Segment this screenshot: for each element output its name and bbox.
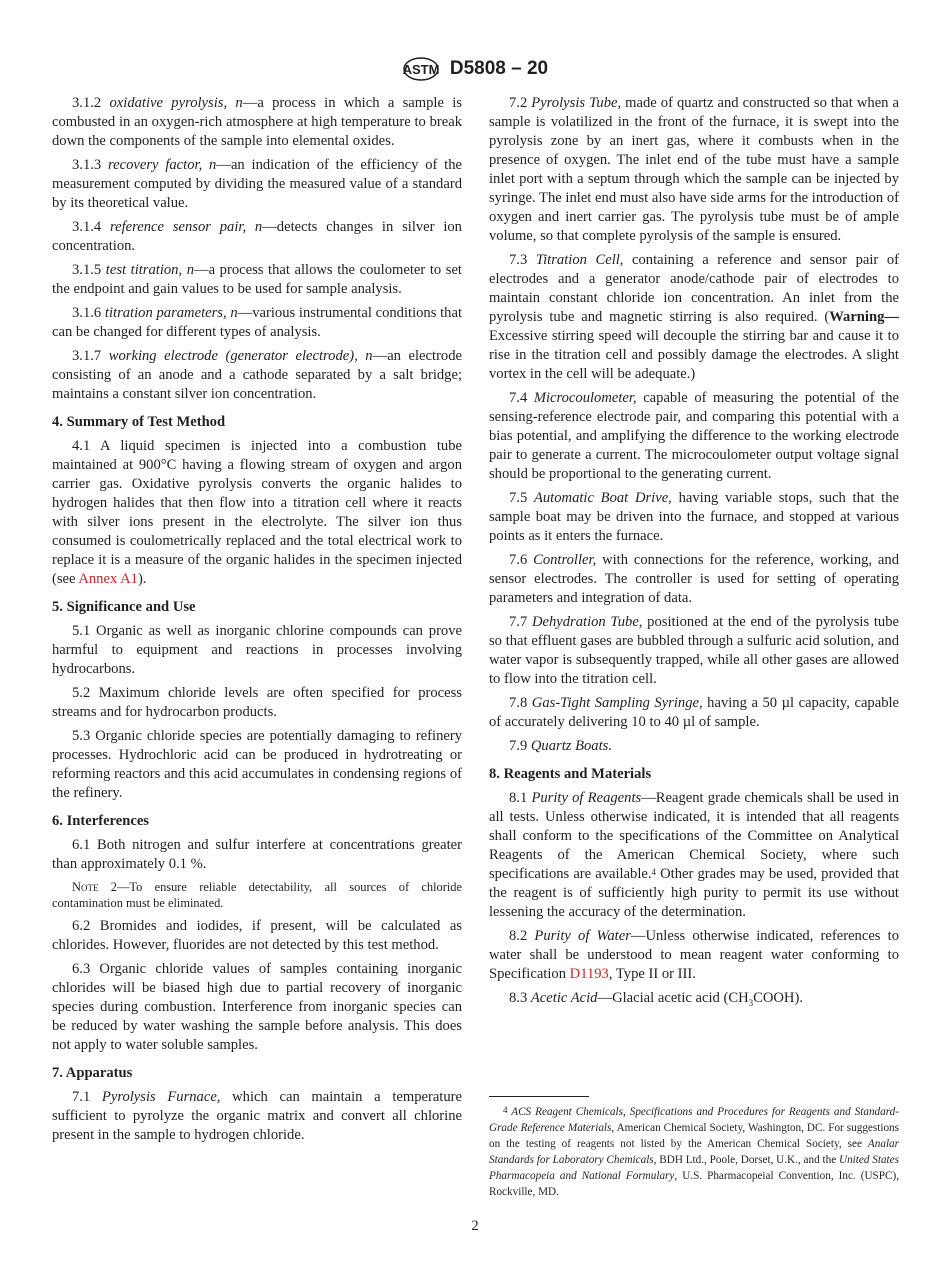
text-run: 5.1 Organic as well as inorganic chlorine compounds can prove harmful to equipment and reactions in processes involving hydrocarbons.: [52, 623, 462, 677]
text-run: 6.2 Bromides and iodides, if present, will be calculated as chlorides. However, fluorides are not detected by this test method.: [52, 918, 462, 953]
text-run: having a 50 µl capacity, capable of accurately delivering 10 to 40 µl of sample.: [489, 695, 900, 730]
text-run: 3.1.5: [72, 262, 106, 278]
paragraph: [489, 389, 899, 484]
right-column: [489, 94, 899, 1018]
text-run: —Glacial acetic acid (CH: [597, 990, 749, 1006]
text-run: COOH).: [753, 990, 803, 1006]
text-run: 6.3 Organic chloride values of samples containing inorganic chlorides will be biased high due to partial recovery of inorganic species during combustion. Interference from inorganic species can be reduced by water washing the sample before analysis. This does not apply to water soluble samples.: [52, 961, 462, 1053]
paragraph: [489, 694, 899, 732]
text-run: 3: [748, 997, 754, 1008]
text-run: 4: [503, 1105, 508, 1115]
text-run: 7.1: [72, 1089, 102, 1105]
paragraph: [52, 684, 462, 722]
text-run: Note: [72, 880, 99, 894]
text-run: , American Chemical Society, Washington, DC. For suggestions on the testing of reagents not listed by the American Chemical Society, see: [489, 1122, 899, 1150]
text-run: 5.3 Organic chloride species are potentially damaging to refinery processes. Hydrochloric acid can be produced in hydrotreating or reforming reactors and this acid accumulates in condensing regions of the refinery.: [52, 728, 462, 801]
section-heading: [52, 413, 462, 432]
text-run: 3.1.4: [72, 219, 110, 235]
text-run: containing a reference and sensor pair of electrodes and a generator anode/cathode pair of electrodes to maintain constant chloride ion concentration. An inlet from the pyrolysis tube and magnetic stirring is also required. (: [489, 252, 899, 325]
document-designation: D5808 – 20: [449, 58, 549, 79]
text-run: Microcoulometer,: [533, 390, 637, 406]
paragraph: [52, 304, 462, 342]
text-run: Dehydration Tube,: [531, 614, 643, 630]
text-run: 8.3: [509, 990, 531, 1006]
text-run: oxidative pyrolysis, n: [109, 95, 243, 111]
text-run: Pyrolysis Tube,: [531, 95, 622, 111]
text-run: 7. Apparatus: [52, 1065, 133, 1081]
text-run: recovery factor, n: [108, 157, 217, 173]
paragraph: [489, 927, 899, 984]
text-run: Controller,: [533, 552, 597, 568]
svg-text:ASTM: ASTM: [402, 62, 440, 77]
paragraph: [52, 727, 462, 803]
text-run: 7.8: [509, 695, 532, 711]
footnote: [489, 1104, 899, 1200]
text-run: 4.1 A liquid specimen is injected into a combustion tube maintained at 900°C having a flowing stream of oxygen and argon carrier gas. Oxidative pyrolysis converts the organic halides to hydrogen halides that then flow into a titration cell where it reacts with silver ions present in the electrolyte. The silver ion thus consumed is coulometrically replaced and the total electrical work to replace it is a measure of the organic halides in the specimen injected (see: [52, 438, 462, 587]
page-number: 2: [471, 1218, 479, 1234]
text-run: working electrode (generator electrode), n: [108, 348, 373, 364]
section-heading: [52, 1064, 462, 1083]
text-run: 7.4: [509, 390, 534, 406]
section-heading: [52, 598, 462, 617]
text-run: —a process that allows the coulometer to set the endpoint and gain values to be used for sample analysis.: [52, 262, 462, 297]
text-run: 3.1.6: [72, 305, 105, 321]
cross-reference-link[interactable]: Annex A1: [78, 571, 138, 587]
left-column: [52, 94, 462, 1150]
paragraph: [489, 737, 899, 756]
paragraph: [52, 218, 462, 256]
section-heading: [489, 765, 899, 784]
text-run: made of quartz and constructed so that when a sample is volatilized in the front of the furnace, it is swept into the pyrolysis zone by an inert gas, where it combusts when in the presence of oxygen. The inlet end of the tube must have a sample inlet port with a septum through which the sample can be injected by syringe. The inlet end must also have side arms for the introduction of oxygen and inert carrier gas. The pyrolysis tube must be of ample volume, so that complete pyrolysis of the sample is ensured.: [489, 95, 899, 244]
text-run: Automatic Boat Drive,: [533, 490, 672, 506]
text-run: capable of measuring the potential of the sensing-reference electrode pair, and comparing this potential with a bias potential, and amplifying the difference to the working electrode pair to generate a current. The microcoulometer output voltage signal should be proportional to the generating current.: [489, 390, 899, 482]
note-paragraph: [52, 879, 462, 911]
text-run: 7.6: [509, 552, 534, 568]
paragraph: [52, 836, 462, 874]
text-run: —a process in which a sample is combusted in an oxygen-rich atmosphere at high temperature to break down the components of the sample into elemental oxides.: [52, 95, 462, 149]
text-run: —Unless otherwise indicated, references to water shall be understood to mean reagent water conforming to Specification: [489, 928, 899, 982]
paragraph: [52, 261, 462, 299]
text-run: 8.1: [509, 790, 532, 806]
paragraph: [52, 622, 462, 679]
text-run: ).: [137, 571, 147, 587]
text-run: Analar Standards for Laboratory Chemicals: [489, 1138, 899, 1166]
paragraph: [489, 551, 899, 608]
page-header: [0, 56, 950, 82]
text-run: 5. Significance and Use: [52, 599, 196, 615]
text-run: 3.1.2: [72, 95, 110, 111]
text-run: —an electrode consisting of an anode and a cathode separated by a salt bridge; maintains a constant silver ion concentration.: [52, 348, 462, 402]
text-run: 7.9: [509, 738, 531, 754]
text-run: 2—To ensure reliable detectability, all sources of chloride contamination must be eliminated.: [52, 880, 462, 910]
text-run: 7.2: [509, 95, 532, 111]
footnote-divider: [489, 1096, 589, 1097]
paragraph: [52, 917, 462, 955]
text-run: having variable stops, such that the sample boat may be driven into the furnace, and stopped at various points as it enters the furnace.: [489, 490, 899, 544]
paragraph: [489, 613, 899, 689]
text-run: 8.2: [509, 928, 535, 944]
text-run: 6. Interferences: [52, 813, 149, 829]
text-run: Titration Cell,: [535, 252, 624, 268]
text-run: with connections for the reference, working, and sensor electrodes. The controller is used for setting of operating parameters and integration of data.: [489, 552, 900, 606]
text-run: , U.S. Pharmacopeial Convention, Inc. (USPC), Rockville, MD.: [489, 1170, 899, 1198]
paragraph: [52, 347, 462, 404]
text-run: —various instrumental conditions that can be changed for different types of analysis.: [52, 305, 463, 340]
paragraph: [489, 251, 899, 384]
text-run: United States Pharmacopeia and National Formulary: [489, 1154, 899, 1182]
paragraph: [52, 960, 462, 1055]
section-heading: [52, 812, 462, 831]
astm-logo-icon: [402, 56, 440, 82]
text-run: which can maintain a temperature sufficient to pyrolyze the organic matrix and convert all chlorine present in the sample to hydrogen chloride.: [52, 1089, 462, 1143]
paragraph: [52, 437, 462, 589]
cross-reference-link[interactable]: D1193: [569, 966, 609, 982]
text-run: 3.1.7: [72, 348, 109, 364]
text-run: positioned at the end of the pyrolysis tube so that effluent gases are bubbled through a sulfuric acid solution, and water vapor is subsequently trapped, while all other gases are allowed to flow into the titration cell.: [489, 614, 899, 687]
text-run: 3.1.3: [72, 157, 109, 173]
text-run: 4: [651, 867, 657, 877]
text-run: Acetic Acid: [530, 990, 598, 1006]
text-run: Other grades may be used, provided that the reagent is of sufficiently high purity to permit its use without lessening the accuracy of the determination.: [489, 866, 899, 920]
text-run: 8. Reagents and Materials: [489, 766, 652, 782]
paragraph: [489, 789, 899, 922]
paragraph: [52, 1088, 462, 1145]
text-run: Purity of Reagents: [531, 790, 642, 806]
text-run: Quartz Boats.: [530, 738, 612, 754]
paragraph: [52, 156, 462, 213]
text-run: Excessive stirring speed will decouple the stirring bar and cause it to rise in the titration cell and possibly damage the electrodes. A slight vortex in the cell will be adequate.): [489, 328, 899, 382]
text-run: titration parameters, n: [104, 305, 238, 321]
paragraph: [489, 489, 899, 546]
text-run: 6.1 Both nitrogen and sulfur interfere at concentrations greater than approximately 0.1 %.: [52, 837, 462, 872]
text-run: reference sensor pair, n: [110, 219, 263, 235]
text-run: Purity of Water: [534, 928, 631, 944]
text-run: test titration, n: [105, 262, 195, 278]
text-run: 7.3: [509, 252, 536, 268]
text-run: —detects changes in silver ion concentration.: [52, 219, 462, 254]
text-run: 5.2 Maximum chloride levels are often specified for process streams and for hydrocarbon products.: [52, 685, 462, 720]
text-run: Warning—: [829, 309, 899, 325]
paragraph: [489, 94, 899, 246]
footnote-text: [489, 1104, 899, 1200]
text-run: —an indication of the efficiency of the measurement computed by dividing the measured value of a standard by its theoretical value.: [52, 157, 463, 211]
text-run: 7.7: [509, 614, 532, 630]
text-run: —Reagent grade chemicals shall be used in all tests. Unless otherwise indicated, it is intended that all reagents shall conform to the specifications of the Committee on Analytical Reagents of the American Chemical Society, where such specifications are available.: [489, 790, 900, 882]
text-run: , BDH Ltd., Poole, Dorset, U.K., and the: [653, 1154, 839, 1166]
text-run: , Type II or III.: [608, 966, 696, 982]
text-run: ACS Reagent Chemicals, Specifications and Procedures for Reagents and Standard-Grade Reference Materials: [489, 1106, 899, 1134]
text-run: 4. Summary of Test Method: [52, 414, 226, 430]
text-run: 7.5: [509, 490, 534, 506]
text-run: Gas-Tight Sampling Syringe,: [531, 695, 703, 711]
text-run: Pyrolysis Furnace,: [101, 1089, 221, 1105]
paragraph: [52, 94, 462, 151]
paragraph: [489, 989, 899, 1013]
